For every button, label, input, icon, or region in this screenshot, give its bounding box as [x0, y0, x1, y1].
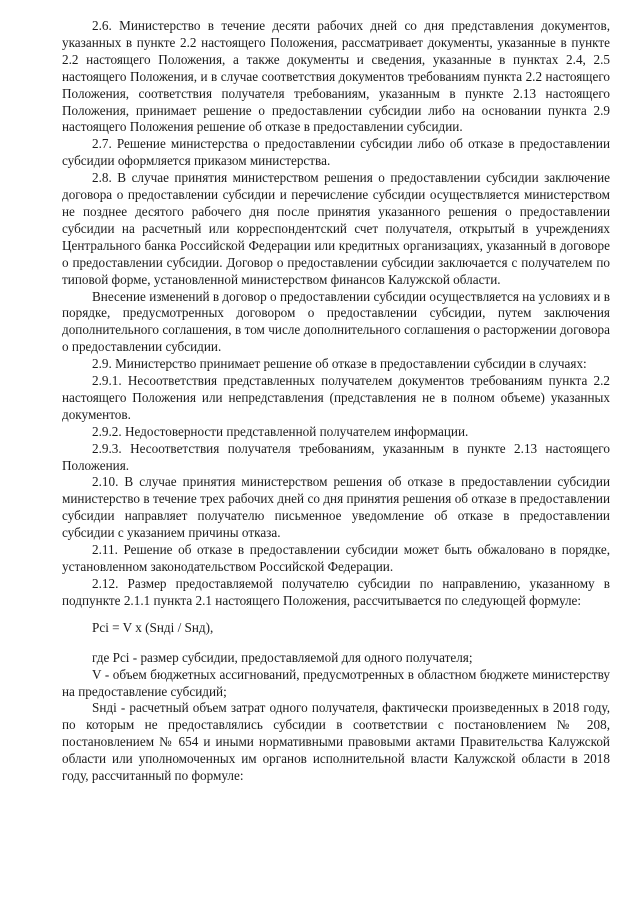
definition-v: V - объем бюджетных ассигнований, предусмотренных в областном бюджете министерству на предоставление субсидий;: [62, 666, 610, 699]
paragraph-2-9-1: 2.9.1. Несоответствия представленных получателем документов требованиям пункта 2.2 настоящего Положения или непредставления (представления не в полном объеме) указанных документов.: [62, 373, 610, 422]
paragraph-2-11: 2.11. Решение об отказе в предоставлении субсидии может быть обжаловано в порядке, установленном законодательством Российской Федерации.: [62, 542, 610, 574]
paragraph-2-9-2: 2.9.2. Недостоверности представленной получателем информации.: [92, 423, 469, 439]
paragraph-2-7: 2.7. Решение министерства о предоставлении субсидии либо об отказе в предоставлении субсидии оформляется приказом министерства.: [62, 136, 610, 169]
paragraph-2-8-changes: Внесение изменений в договор о предоставлении субсидии осуществляется на условиях и в порядке, предусмотренных договором о предоставлении субсидии, путем заключения дополнительного соглашения, в том числе дополнительного соглашения о расторжении договора о предоставлении субсидии.: [62, 288, 610, 355]
definition-pci: где Pci - размер субсидии, предоставляемой для одного получателя;: [92, 649, 473, 665]
paragraph-2-9-3: 2.9.3. Несоответствия получателя требованиям, указанным в пункте 2.13 настоящего Положения.: [62, 440, 610, 473]
paragraph-2-6: 2.6. Министерство в течение десяти рабочих дней со дня представления документов, указанных в пункте 2.2 настоящего Положения, рассматривает документы, указанные в пункте 2.2 настоящего Положения, а также документы и сведения, указанные в пунктах 2.4, 2.5 настоящего Положения, и в случае соответствия документов требованиям пункта 2.2 настоящего Положения, соответствия получателя требованиям, указанным в пункте 2.13 настоящего Положения, принимает решение о предоставлении субсидии либо на основании пункта 2.9 настоящего Положения решение об отказе в предоставлении субсидии.: [62, 18, 610, 135]
subsidy-formula: Pci = V x (Sндi / Sнд),: [92, 619, 214, 635]
paragraph-2-12: 2.12. Размер предоставляемой получателю субсидии по направлению, указанному в подпункте 2.1.1 пункта 2.1 настоящего Положения, рассчитывается по следующей формуле:: [62, 575, 610, 608]
paragraph-2-9: 2.9. Министерство принимает решение об отказе в предоставлении субсидии в случаях:: [92, 356, 587, 372]
paragraph-2-8: 2.8. В случае принятия министерством решения о предоставлении субсидии заключение договора о предоставлении субсидии и перечисление субсидии осуществляется министерством не позднее десятого рабочего дня после принятия указанного решения о предоставлении субсидии на расчетный или корреспондентский счет получателя, открытый в учреждениях Центрального банка Российской Федерации или кредитных организациях, указанный в договоре о предоставлении субсидии. Договор о предоставлении субсидии заключается с получателем по типовой форме, установленной министерством финансов Калужской области.: [62, 170, 610, 287]
definition-sndi: Sндi - расчетный объем затрат одного получателя, фактически произведенных в 2018 году, по которым не предоставлялись субсидии в соответствии с постановлением № 208, постановлением № 654 и иными нормативными правовыми актами Правительства Калужской области или уполномоченных им органов исполнительной власти Калужской области в 2018 году, рассчитанный по формуле:: [62, 700, 610, 784]
document-page: [62, 18, 610, 785]
paragraph-2-10: 2.10. В случае принятия министерством решения об отказе в предоставлении субсидии министерство в течение трех рабочих дней со дня принятия решения об отказе в предоставлении субсидии направляет получателю письменное уведомление об отказе в предоставлении субсидии с указанием причины отказа.: [62, 474, 610, 541]
